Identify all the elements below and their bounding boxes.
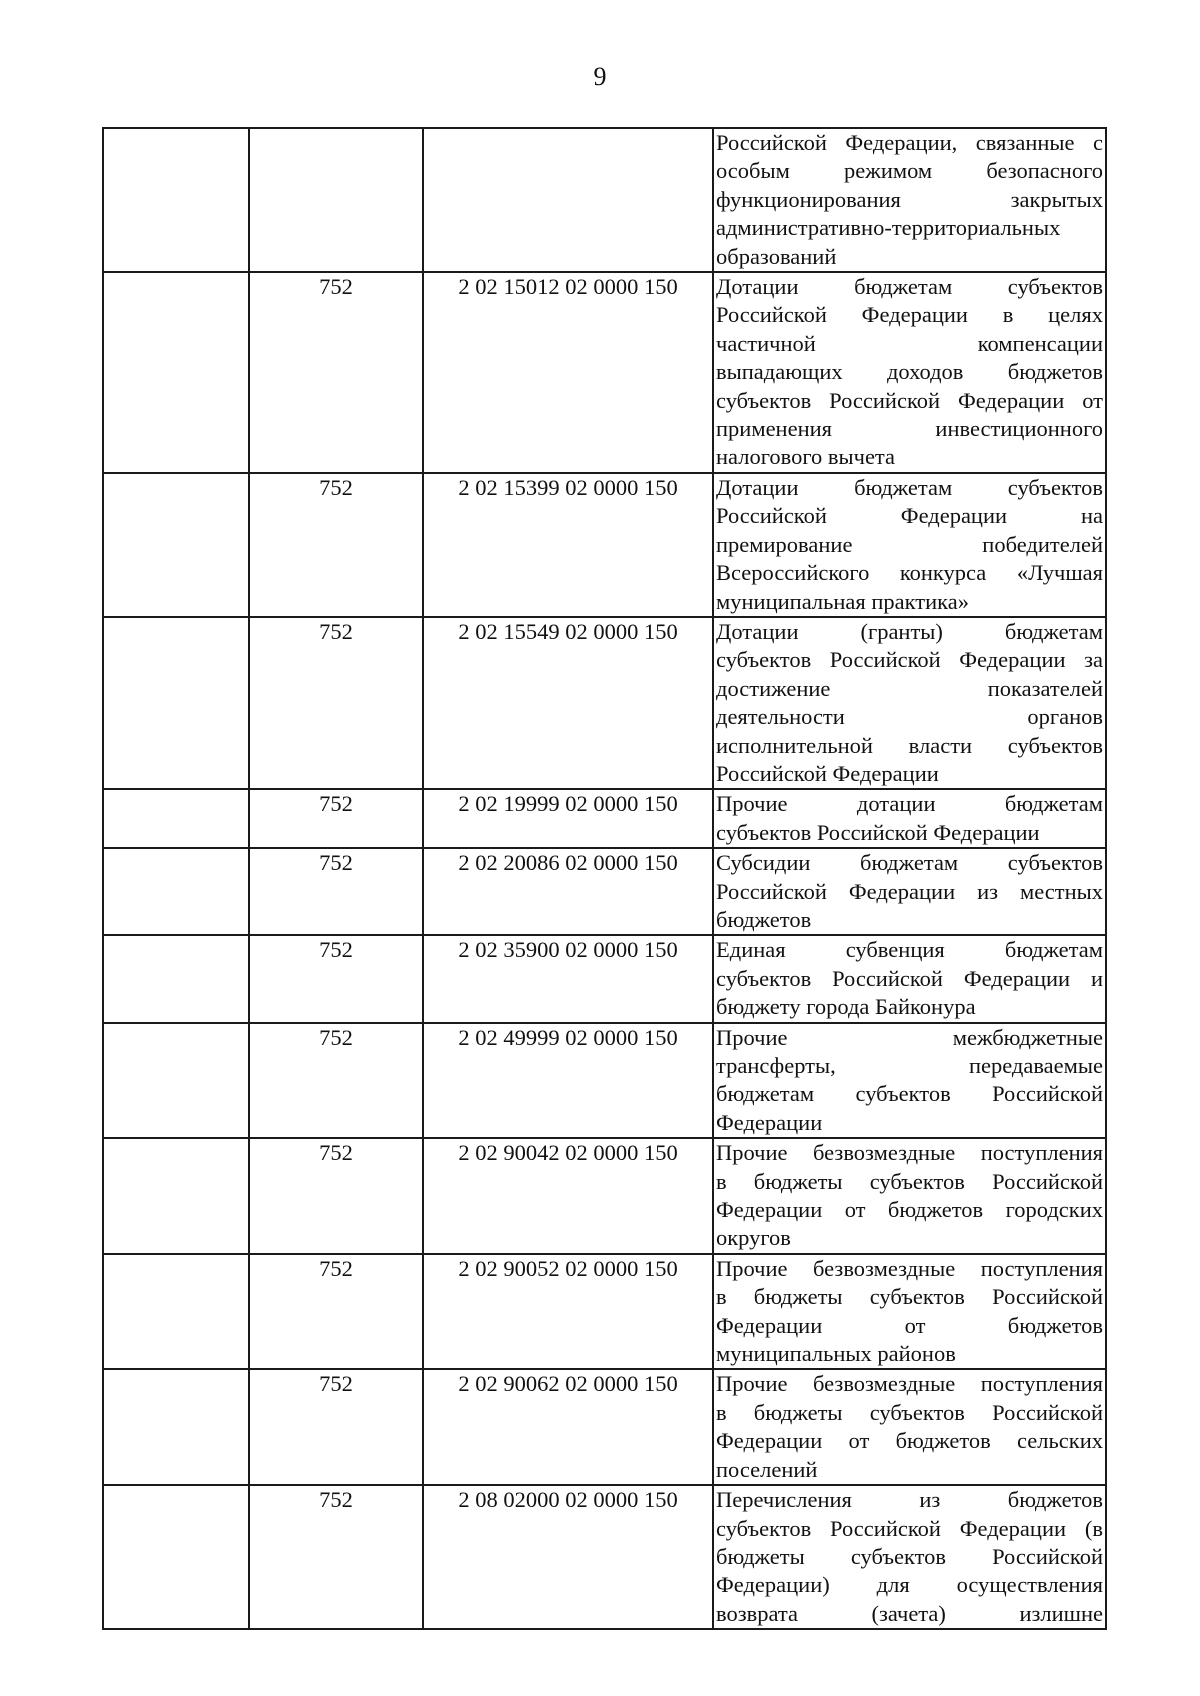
table-row	[103, 848, 1106, 935]
revenue-code-cell: 2 02 20086 02 0000 150	[423, 848, 713, 935]
table-row	[103, 1023, 1106, 1139]
description-line: субъектов Российской Федерации и	[716, 965, 1103, 991]
description-line: частичной компенсации	[716, 330, 1103, 356]
description-line: бюджету города Байконура	[716, 994, 976, 1020]
description-line: достижение показателей	[716, 675, 1103, 701]
admin-code-cell: 752	[249, 848, 423, 935]
description-line: трансферты, передаваемые	[716, 1053, 1103, 1078]
description-line: в бюджеты субъектов Российской	[716, 1168, 1103, 1194]
admin-code-cell: 752	[249, 1138, 423, 1254]
admin-code-cell: 752	[249, 1254, 423, 1370]
description-line: образований	[716, 243, 837, 269]
description-line: муниципальных районов	[716, 1341, 956, 1367]
empty-cell	[103, 473, 249, 617]
description-line: Дотации бюджетам субъектов	[716, 474, 1103, 500]
description-line: Прочие безвозмездные поступления	[716, 1255, 1103, 1281]
description-line: Прочие межбюджетные	[716, 1024, 1103, 1050]
admin-code-cell: 752	[249, 272, 423, 473]
revenue-code-cell: 2 02 15549 02 0000 150	[423, 617, 713, 789]
description-line: премирование победителей	[716, 531, 1103, 557]
description-cell	[713, 1485, 1106, 1629]
table-row	[103, 935, 1106, 1022]
description-line: Федерации от бюджетов городских	[716, 1197, 1103, 1223]
description-line: Перечисления из бюджетов	[716, 1487, 1103, 1513]
description-line: деятельности органов	[716, 704, 1103, 730]
description-line: поселений	[716, 1456, 818, 1482]
description-line: субъектов Российской Федерации от	[716, 387, 1103, 413]
empty-cell	[103, 848, 249, 935]
empty-cell	[103, 935, 249, 1022]
description-line: в бюджеты субъектов Российской	[716, 1399, 1103, 1425]
revenue-code-cell: 2 02 15399 02 0000 150	[423, 473, 713, 617]
description-cell	[713, 473, 1106, 617]
admin-code-cell: 752	[249, 1485, 423, 1629]
description-line: Прочие безвозмездные поступления	[716, 1371, 1103, 1397]
empty-cell	[103, 1369, 249, 1485]
admin-code-cell: 752	[249, 617, 423, 789]
empty-cell	[103, 789, 249, 848]
description-cell	[713, 1369, 1106, 1485]
description-line: Прочие безвозмездные поступления	[716, 1140, 1103, 1166]
table-row	[103, 473, 1106, 617]
description-line: Федерации) для осуществления	[716, 1572, 1103, 1598]
description-line: Федерации от бюджетов сельских	[716, 1428, 1103, 1454]
empty-cell	[103, 617, 249, 789]
description-line: Прочие дотации бюджетам	[716, 791, 1103, 817]
table-row	[103, 1138, 1106, 1254]
description-line: субъектов Российской Федерации (в	[716, 1515, 1103, 1541]
revenue-code-cell: 2 02 35900 02 0000 150	[423, 935, 713, 1022]
revenue-code-cell: 2 02 15012 02 0000 150	[423, 272, 713, 473]
description-line: выпадающих доходов бюджетов	[716, 359, 1103, 385]
description-line: субъектов Российской Федерации	[716, 819, 1040, 845]
description-line: Российской Федерации	[716, 760, 939, 786]
admin-code-cell: 752	[249, 1369, 423, 1485]
description-line: Российской Федерации из местных	[716, 878, 1103, 904]
description-cell	[713, 1254, 1106, 1370]
description-line: Российской Федерации, связанные с	[716, 130, 1103, 155]
empty-cell	[103, 1023, 249, 1139]
table-row	[103, 1369, 1106, 1485]
description-line: Федерации	[716, 1109, 823, 1135]
description-line: бюджеты субъектов Российской	[716, 1543, 1103, 1569]
description-line: исполнительной власти субъектов	[716, 732, 1103, 758]
description-cell	[713, 1023, 1106, 1139]
description-cell	[713, 617, 1106, 789]
table-row	[103, 272, 1106, 473]
revenue-code-cell: 2 08 02000 02 0000 150	[423, 1485, 713, 1629]
revenue-code-cell: 2 02 90052 02 0000 150	[423, 1254, 713, 1370]
description-line: Федерации от бюджетов	[716, 1312, 1103, 1338]
page-number: 9	[593, 62, 607, 91]
description-line: Российской Федерации на	[716, 503, 1103, 529]
description-line: в бюджеты субъектов Российской	[716, 1284, 1103, 1310]
empty-cell	[103, 1254, 249, 1370]
description-line: бюджетам субъектов Российской	[716, 1081, 1103, 1107]
table-row	[103, 1254, 1106, 1370]
description-line: Дотации бюджетам субъектов	[716, 274, 1103, 300]
revenue-code-cell: 2 02 49999 02 0000 150	[423, 1023, 713, 1139]
revenue-code-cell: 2 02 90042 02 0000 150	[423, 1138, 713, 1254]
description-line: Дотации (гранты) бюджетам	[716, 618, 1103, 644]
admin-code-cell: 752	[249, 789, 423, 848]
description-cell	[713, 272, 1106, 473]
description-line: бюджетов	[716, 906, 812, 932]
description-cell	[713, 789, 1106, 848]
table-row	[103, 617, 1106, 789]
description-line: округов	[716, 1225, 791, 1251]
table-row	[103, 789, 1106, 848]
description-line: налогового вычета	[716, 444, 896, 470]
admin-code-cell: 752	[249, 473, 423, 617]
description-line: возврата (зачета) излишне	[716, 1600, 1103, 1626]
description-line: применения инвестиционного	[716, 416, 1103, 442]
empty-cell	[103, 128, 249, 272]
description-line: особым режимом безопасного	[716, 158, 1103, 184]
empty-cell	[103, 1485, 249, 1629]
budget-codes-table	[102, 127, 1107, 1630]
empty-cell	[103, 1138, 249, 1254]
admin-code-cell: 752	[249, 1023, 423, 1139]
description-line: субъектов Российской Федерации за	[716, 647, 1103, 673]
description-line: административно-территориальных	[716, 215, 1061, 241]
table-row	[103, 1485, 1106, 1629]
description-line: Российской Федерации в целях	[716, 302, 1103, 328]
revenue-code-cell: 2 02 90062 02 0000 150	[423, 1369, 713, 1485]
table-row	[103, 128, 1106, 272]
description-line: Всероссийского конкурса «Лучшая	[716, 560, 1103, 586]
table-body	[103, 128, 1106, 1629]
description-line: функционирования закрытых	[716, 186, 1103, 212]
description-cell	[713, 935, 1106, 1022]
empty-cell	[103, 272, 249, 473]
description-cell	[713, 848, 1106, 935]
admin-code-cell	[249, 128, 423, 272]
description-cell	[713, 128, 1106, 272]
description-line: Единая субвенция бюджетам	[716, 937, 1103, 963]
description-line: Субсидии бюджетам субъектов	[716, 850, 1103, 876]
admin-code-cell: 752	[249, 935, 423, 1022]
description-cell	[713, 1138, 1106, 1254]
description-line: муниципальная практика»	[716, 588, 969, 614]
revenue-code-cell: 2 02 19999 02 0000 150	[423, 789, 713, 848]
revenue-code-cell	[423, 128, 713, 272]
